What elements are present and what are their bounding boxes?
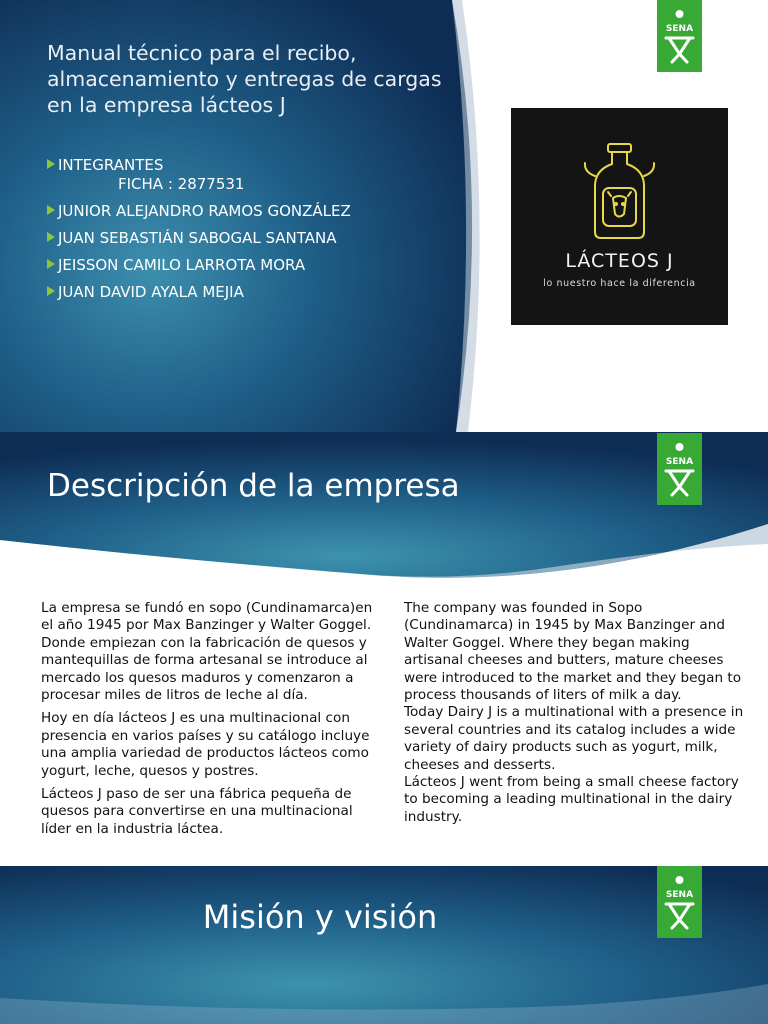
paragraph: La empresa se fundó en sopo (Cundinamarca)en el año 1945 por Max Banzinger y Walter Goggel. Donde empiezan con la fabricación de quesos y mantequillas de forma artesanal se introduce al mercado los quesos maduros y comenzaron a procesar miles de litros de leche al día.	[41, 600, 373, 704]
brand-name: LÁCTEOS J	[565, 250, 674, 272]
sena-logo	[657, 866, 702, 938]
sena-label: SENA	[665, 457, 694, 467]
slide2-header-background	[0, 432, 768, 592]
sena-person-icon	[657, 866, 702, 938]
list-item	[47, 229, 467, 248]
member-name: JEISSON CAMILO LARROTA MORA	[58, 256, 306, 274]
list-item	[47, 202, 467, 221]
slide3-background	[0, 866, 768, 1024]
english-description	[404, 600, 749, 826]
sena-person-icon	[657, 0, 702, 72]
bullet-arrow-icon	[47, 159, 55, 169]
slide-mission	[0, 866, 768, 1024]
paragraph: The company was founded in Sopo (Cundinamarca) in 1945 by Max Banzinger and Walter Goggel. Where they began making artisanal cheeses and butters, mature cheeses were introduced to the market and they began to process thousands of liters of milk a day.	[404, 600, 742, 704]
slide-title	[0, 0, 768, 432]
paragraph: Today Dairy J is a multinational with a presence in several countries and its catalog includes a wide variety of dairy products such as yogurt, milk, cheeses and desserts.	[404, 704, 744, 773]
section-title: Descripción de la empresa	[47, 468, 460, 504]
sena-logo	[657, 0, 702, 72]
presentation-title: Manual técnico para el recibo, almacenamiento y entregas de cargas en la empresa lácteos J	[47, 41, 442, 117]
member-name: JUAN SEBASTIÁN SABOGAL SANTANA	[58, 229, 337, 247]
member-name: JUAN DAVID AYALA MEJIA	[58, 283, 244, 301]
brand-tagline: lo nuestro hace la diferencia	[543, 278, 696, 289]
bullet-arrow-icon	[47, 259, 55, 269]
company-logo	[511, 108, 728, 325]
list-item	[47, 283, 467, 302]
sena-logo	[657, 433, 702, 505]
member-name: JUNIOR ALEJANDRO RAMOS GONZÁLEZ	[58, 202, 351, 220]
sena-person-icon	[657, 433, 702, 505]
spanish-description	[41, 600, 381, 844]
members-heading: INTEGRANTES	[58, 156, 164, 174]
milk-can-icon	[511, 108, 728, 325]
list-item	[47, 156, 467, 194]
list-item	[47, 256, 467, 275]
team-members-list	[47, 156, 467, 310]
section-title: Misión y visión	[202, 898, 438, 936]
sena-label: SENA	[665, 24, 694, 34]
bullet-arrow-icon	[47, 286, 55, 296]
paragraph: Lácteos J paso de ser una fábrica pequeña de quesos para convertirse en una multinacional líder en la industria láctea.	[41, 786, 353, 837]
sena-label: SENA	[665, 890, 694, 900]
bullet-arrow-icon	[47, 232, 55, 242]
group-id-label: FICHA : 2877531	[118, 175, 245, 193]
bullet-arrow-icon	[47, 205, 55, 215]
paragraph: Lácteos J went from being a small cheese factory to becoming a leading multinational in the dairy industry.	[404, 774, 739, 825]
paragraph: Hoy en día lácteos J es una multinacional con presencia en varios países y su catálogo incluye una amplia variedad de productos lácteos como yogurt, leche, quesos y postres.	[41, 710, 370, 779]
